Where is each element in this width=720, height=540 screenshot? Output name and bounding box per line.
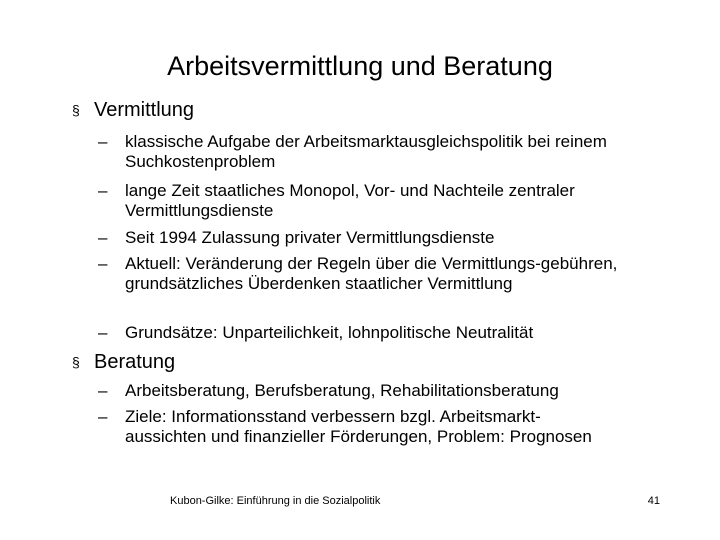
section-label: Vermittlung [94,99,195,121]
dash-marker: – [98,254,108,273]
section-label: Beratung [94,351,176,373]
list-item-text: klassische Aufgabe der Arbeitsmarktausgleichspolitik bei reinem Suchkostenproblem [125,132,607,171]
list-item-text: Arbeitsberatung, Berufsberatung, Rehabilitationsberatung [125,381,559,400]
dash-marker: – [98,181,108,200]
list-item-text: Aktuell: Veränderung der Regeln über die Vermittlungs-gebühren, grundsätzliches Überdenken staatlicher Vermittlung [125,254,618,293]
footer-source: Kubon-Gilke: Einführung in die Sozialpolitik [170,495,381,507]
section-bullet-marker: § [72,354,80,370]
list-item-text: Seit 1994 Zulassung privater Vermittlungsdienste [125,228,495,247]
dash-marker: – [98,228,108,247]
list-item-text: Ziele: Informationsstand verbessern bzgl. Arbeitsmarkt-aussichten und finanzieller Förderungen, Problem: Prognosen [125,407,592,446]
dash-marker: – [98,381,108,400]
slide-title: Arbeitsvermittlung und Beratung [167,51,553,81]
list-item-text: Grundsätze: Unparteilichkeit, lohnpolitische Neutralität [125,323,534,342]
page-number: 41 [647,495,660,507]
list-item-text: lange Zeit staatliches Monopol, Vor- und Nachteile zentraler Vermittlungsdienste [125,181,575,220]
dash-marker: – [98,407,108,426]
dash-marker: – [98,323,108,342]
section-bullet-marker: § [72,102,80,118]
dash-marker: – [98,132,108,151]
